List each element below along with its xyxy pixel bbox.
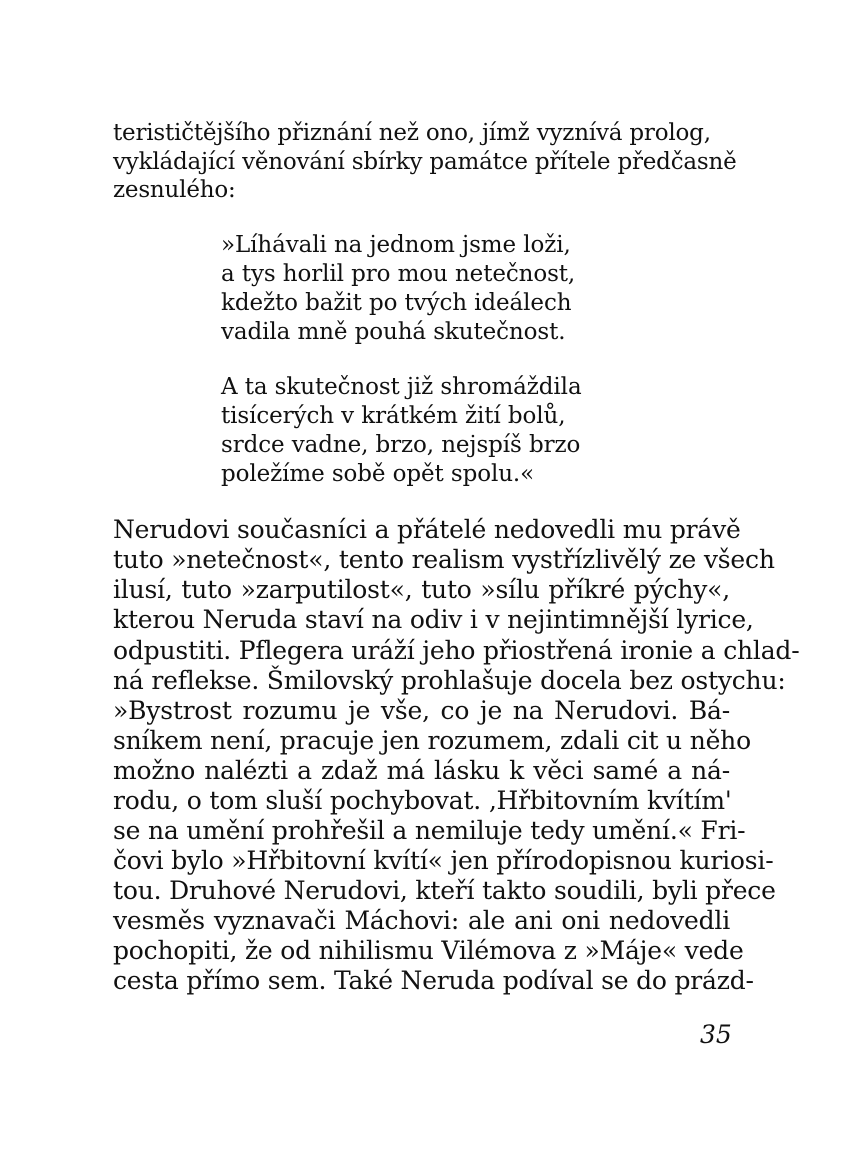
body-line: možno nalézti a zdaž má lásku k věci samé a ná- bbox=[113, 756, 730, 785]
intro-line: zesnulého: bbox=[113, 177, 236, 203]
body-line: rodu, o tom sluší pochybovat. ‚Hřbitovním kvítím' bbox=[113, 786, 732, 815]
body-line: tou. Druhové Nerudovi, kteří takto soudili, byli přece bbox=[113, 876, 776, 905]
intro-line: terističtějšího přiznání než ono, jímž vyznívá prolog, bbox=[113, 120, 711, 146]
body-line: »Bystrost rozumu je vše, co je na Nerudovi. Bá- bbox=[113, 696, 730, 725]
poem-line: srdce vadne, brzo, nejspíš brzo bbox=[221, 432, 581, 458]
body-line: sníkem není, pracuje jen rozumem, zdali cit u něho bbox=[113, 726, 751, 755]
page-number: 35 bbox=[700, 1020, 732, 1049]
body-line: cesta přímo sem. Také Neruda podíval se do prázd- bbox=[113, 966, 754, 995]
poem-line: tisícerých v krátkém žití bolů, bbox=[221, 403, 566, 429]
body-line: ná reflekse. Šmilovský prohlašuje docela bez ostychu: bbox=[113, 666, 786, 695]
poem-line: »Líhávali na jednom jsme loži, bbox=[221, 232, 571, 258]
body-line: kterou Neruda staví na odiv i v nejintimnější lyrice, bbox=[113, 605, 754, 634]
poem-line: poležíme sobě opět spolu.« bbox=[221, 461, 535, 487]
body-line: tuto »netečnost«, tento realism vystřízlivělý ze všech bbox=[113, 545, 775, 574]
poem-line: kdežto bažit po tvých ideálech bbox=[221, 290, 572, 316]
poem-line: a tys horlil pro mou netečnost, bbox=[221, 261, 576, 287]
body-line: Nerudovi současníci a přátelé nedovedli mu právě bbox=[113, 515, 741, 544]
body-line: pochopiti, že od nihilismu Vilémova z »Máje« vede bbox=[113, 936, 744, 965]
body-line: vesměs vyznavači Máchovi: ale ani oni nedovedli bbox=[113, 906, 730, 935]
body-line: čovi bylo »Hřbitovní kvítí« jen přírodopisnou kuriosi- bbox=[113, 846, 774, 875]
body-line: se na umění prohřešil a nemiluje tedy umění.« Fri- bbox=[113, 816, 746, 845]
poem-line: vadila mně pouhá skutečnost. bbox=[221, 319, 566, 345]
body-line: ilusí, tuto »zarputilost«, tuto »sílu příkré pýchy«, bbox=[113, 575, 730, 604]
body-line: odpustiti. Pflegera uráží jeho přiostřená ironie a chlad- bbox=[113, 636, 800, 665]
poem-line: A ta skutečnost již shromáždila bbox=[221, 374, 582, 400]
intro-line: vykládající věnování sbírky památce přítele předčasně bbox=[113, 149, 737, 175]
